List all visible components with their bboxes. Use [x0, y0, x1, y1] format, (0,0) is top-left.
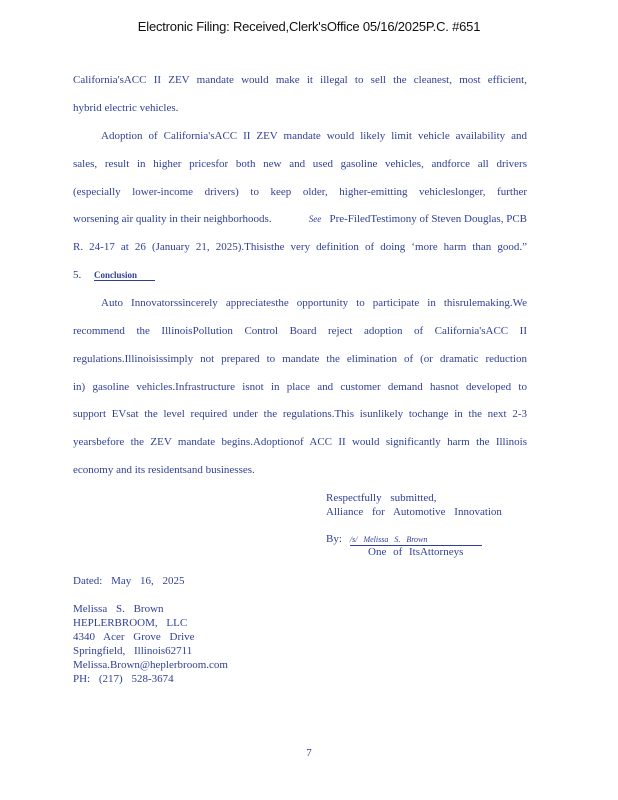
paragraph-3-line-5: support EVsat the level required under the regulations.This isunlikely tochange in the next 2-3 [73, 408, 527, 420]
paragraph-2-line-4-text: worsening air quality in their neighborhoods. [73, 213, 272, 225]
paragraph-2-line-4 [73, 212, 527, 226]
paragraph-2-line-2: sales, result in higher pricesfor both new and used gasoline vehicles, andforce all drivers [73, 158, 527, 170]
section-heading [73, 268, 155, 282]
contact-phone: PH: (217) 528-3674 [73, 673, 174, 685]
paragraph-2-line-1: Adoption of California'sACC II ZEV mandate would likely limit vehicle availability and [101, 130, 527, 142]
section-title: Conclusion [94, 270, 155, 281]
paragraph-3-line-3: regulations.Illinoisissimply not prepared to mandate the elimination of (or dramatic reduction [73, 353, 527, 365]
contact-street: 4340 Acer Grove Drive [73, 631, 195, 643]
signature-line [326, 532, 482, 546]
page-number: 7 [306, 747, 312, 759]
contact-email: Melissa.Brown@heplerbroom.com [73, 659, 228, 671]
paragraph-3-line-6: yearsbefore the ZEV mandate begins.Adoptionof ACC II would significantly harm the Illinois [73, 436, 527, 448]
testimony-citation: Pre-FiledTestimony of Steven Douglas, PCB [329, 213, 527, 225]
contact-city: Springfield, Illinois62711 [73, 645, 193, 657]
paragraph-2-line-5: R. 24-17 at 26 (January 21, 2025).Thisisthe very definition of doing ‘more harm than good.” [73, 241, 527, 253]
paragraph-3-line-1: Auto Innovatorssincerely appreciatesthe opportunity to participate in thisrulemaking.We [101, 297, 527, 309]
paragraph-1-line-2: hybrid electric vehicles. [73, 102, 179, 114]
filing-header: Electronic Filing: Received,Clerk'sOffice 05/16/2025P.C. #651 [137, 19, 481, 34]
organization-name: Alliance for Automotive Innovation [326, 506, 502, 518]
section-number: 5. [73, 269, 82, 281]
paragraph-3-line-2: recommend the IllinoisPollution Control Board reject adoption of California'sACC II [73, 325, 527, 337]
contact-firm: HEPLERBROOM, LLC [73, 617, 188, 629]
signer-role: One of ItsAttorneys [368, 546, 464, 558]
paragraph-3-line-4: in) gasoline vehicles.Infrastructure isnot in place and customer demand hasnot developed to [73, 381, 527, 393]
paragraph-1-line-1: California'sACC II ZEV mandate would make it illegal to sell the cleanest, most efficient, [73, 74, 527, 86]
citation-signal [309, 212, 527, 226]
paragraph-3-line-7: economy and its residentsand businesses. [73, 464, 255, 476]
paragraph-2-line-3: (especially lower-income drivers) to keep older, higher-emitting vehicleslonger, further [73, 186, 527, 198]
see-signal: See [308, 214, 322, 224]
closing-text: Respectfully submitted, [326, 492, 437, 504]
date-line: Dated: May 16, 2025 [73, 575, 185, 587]
contact-name: Melissa S. Brown [73, 603, 164, 615]
by-label: By: [326, 533, 342, 545]
electronic-signature: /s/ Melissa S. Brown [350, 534, 482, 546]
